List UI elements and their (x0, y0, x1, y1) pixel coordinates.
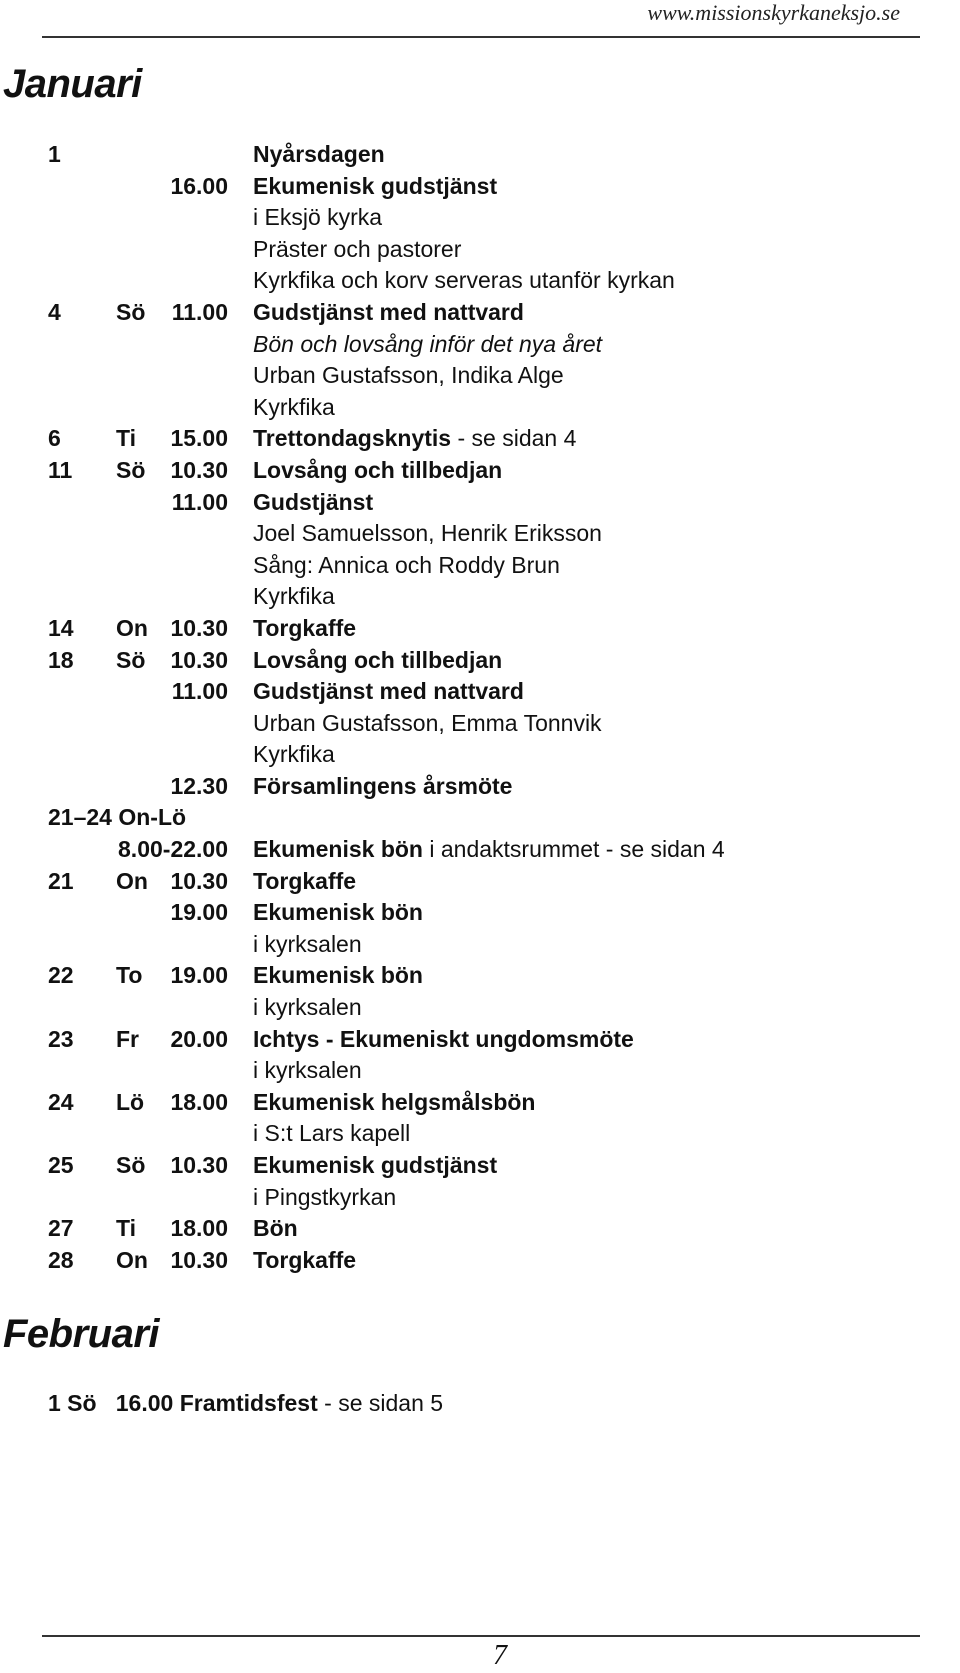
row-weekday: On (116, 614, 148, 641)
schedule-row (48, 960, 908, 992)
row-note: i andaktsrummet - se sidan 4 (422, 836, 725, 863)
row-weekday: Sö (116, 298, 146, 325)
row-detail: i kyrksalen (253, 994, 362, 1021)
row-event (253, 771, 512, 803)
row-title: Ekumenisk gudstjänst (253, 172, 498, 199)
row-event (253, 423, 576, 455)
row-day: 24 (48, 1088, 74, 1115)
row-event (253, 455, 502, 487)
month-heading-february: Februari (3, 1312, 160, 1356)
row-event (253, 487, 373, 519)
row-event (253, 1245, 356, 1277)
month-heading-january: Januari (3, 62, 142, 106)
row-time: 10.30 (170, 1246, 228, 1273)
row-event (253, 960, 423, 992)
row-detail: i kyrksalen (253, 1057, 362, 1084)
row-title: Bön (253, 1215, 298, 1242)
schedule-row (48, 297, 908, 329)
row-event (253, 1213, 298, 1245)
row-title: Ichtys - Ekumeniskt ungdomsmöte (253, 1025, 634, 1052)
feb-date: 1 Sö (48, 1390, 97, 1416)
row-event (253, 1087, 535, 1119)
schedule-row (48, 897, 908, 929)
row-time: 10.30 (170, 614, 228, 641)
row-time: 10.30 (170, 1152, 228, 1178)
row-detail: i kyrksalen (253, 930, 362, 957)
row-time: 18.00 (170, 1088, 228, 1115)
row-day: 27 (48, 1215, 74, 1242)
schedule-row (48, 329, 908, 361)
row-weekday: Sö (116, 1152, 146, 1178)
schedule-row (48, 866, 908, 898)
schedule-row (48, 676, 908, 708)
row-time: 12.30 (170, 772, 228, 799)
row-detail: Kyrkfika (253, 393, 335, 420)
row-day: 22 (48, 962, 74, 989)
row-title: Ekumenisk bön (253, 836, 423, 863)
schedule-row (48, 423, 908, 455)
row-time: 15.00 (170, 425, 228, 452)
feb-note: - se sidan 5 (317, 1390, 444, 1416)
row-title: Trettondagsknytis (253, 425, 452, 452)
row-time: 10.30 (170, 867, 228, 894)
row-weekday: Sö (116, 646, 146, 673)
schedule-row (48, 550, 908, 582)
row-time: 8.00-22.00 (118, 836, 228, 863)
schedule-row (48, 739, 908, 771)
row-weekday: Ti (116, 425, 137, 452)
feb-title: Framtidsfest (179, 1390, 318, 1416)
website-url: www.missionskyrkaneksjo.se (647, 0, 900, 25)
row-detail: Urban Gustafsson, Emma Tonnvik (253, 709, 602, 736)
schedule-row (48, 360, 908, 392)
row-detail: Kyrkfika (253, 583, 335, 610)
row-title: Torgkaffe (253, 867, 357, 894)
row-time: 11.00 (171, 678, 228, 705)
row-weekday: Fr (116, 1025, 139, 1052)
february-entry (48, 1387, 443, 1419)
row-event (253, 834, 725, 866)
schedule-row (48, 1150, 908, 1182)
schedule-row (48, 1245, 908, 1277)
schedule-row (48, 1055, 908, 1087)
row-event (253, 139, 385, 171)
row-title: Ekumenisk helgsmålsbön (253, 1088, 536, 1115)
row-event (253, 866, 356, 898)
row-weekday: To (116, 962, 143, 989)
row-day: 25 (48, 1152, 74, 1178)
schedule-row (48, 1024, 908, 1056)
schedule-row (48, 139, 908, 171)
row-title: Gudstjänst med nattvard (253, 298, 524, 325)
schedule-row (48, 1087, 908, 1119)
row-title: Gudstjänst (253, 488, 374, 515)
row-title: Lovsång och tillbedjan (253, 646, 503, 673)
row-time: 19.00 (170, 962, 228, 989)
row-detail: Kyrkfika (253, 741, 335, 768)
schedule-row (48, 771, 908, 803)
row-detail: i S:t Lars kapell (253, 1120, 411, 1147)
schedule-row (48, 487, 908, 519)
bottom-divider (42, 1635, 920, 1637)
row-title: Församlingens årsmöte (253, 772, 513, 799)
row-event (253, 613, 356, 645)
row-detail: Präster och pastorer (253, 235, 462, 262)
row-title: Nyårsdagen (253, 141, 385, 167)
row-event (253, 1024, 634, 1056)
row-day: 11 (48, 456, 73, 483)
row-weekday: Sö (116, 456, 146, 483)
row-note: - se sidan 4 (451, 425, 577, 452)
row-event (253, 676, 524, 708)
row-detail: i Eksjö kyrka (253, 204, 383, 231)
row-detail: Kyrkfika och korv serveras utanför kyrkan (253, 267, 675, 294)
row-day: 21–24 On-Lö (48, 804, 187, 831)
row-day: 4 (48, 298, 61, 325)
row-day: 6 (48, 425, 61, 452)
schedule-row (48, 455, 908, 487)
row-day: 21 (48, 867, 74, 894)
row-title: Torgkaffe (253, 614, 357, 641)
schedule-row (48, 1182, 908, 1214)
schedule-row (48, 645, 908, 677)
schedule-row (48, 834, 908, 866)
schedule-row (48, 708, 908, 740)
schedule-row (48, 1118, 908, 1150)
feb-time: 16.00 (115, 1390, 174, 1416)
row-event (253, 897, 423, 929)
page-number: 7 (493, 1640, 507, 1671)
row-weekday: Ti (116, 1215, 137, 1242)
row-day: 14 (48, 614, 74, 641)
row-title: Ekumenisk gudstjänst (253, 1152, 498, 1178)
january-schedule (48, 139, 908, 1276)
row-detail: Bön och lovsång inför det nya året (253, 330, 603, 357)
schedule-row (48, 1213, 908, 1245)
row-event (253, 645, 502, 677)
row-weekday: Lö (116, 1088, 145, 1115)
schedule-row (48, 392, 908, 424)
row-day: 1 (48, 141, 61, 167)
row-title: Ekumenisk bön (253, 899, 423, 926)
schedule-row (48, 265, 908, 297)
row-weekday: On (116, 867, 148, 894)
schedule-row (48, 234, 908, 266)
schedule-row (48, 802, 908, 834)
row-event (253, 297, 524, 329)
row-title: Ekumenisk bön (253, 962, 423, 989)
top-divider (42, 36, 920, 38)
row-day: 23 (48, 1025, 74, 1052)
row-time: 11.00 (171, 298, 228, 325)
row-time: 16.00 (170, 172, 228, 199)
row-detail: Urban Gustafsson, Indika Alge (253, 362, 564, 389)
schedule-row (48, 613, 908, 645)
row-day: 28 (48, 1246, 74, 1273)
row-title: Gudstjänst med nattvard (253, 678, 524, 705)
row-title: Lovsång och tillbedjan (253, 456, 503, 483)
row-weekday: On (116, 1246, 148, 1273)
row-title: Torgkaffe (253, 1246, 357, 1273)
schedule-row (48, 171, 908, 203)
schedule-row (48, 202, 908, 234)
schedule-row (48, 581, 908, 613)
row-event (253, 1150, 497, 1182)
row-detail: Sång: Annica och Roddy Brun (253, 551, 560, 578)
schedule-row (48, 518, 908, 550)
row-event (253, 171, 497, 203)
row-day: 18 (48, 646, 74, 673)
row-time: 11.00 (171, 488, 228, 515)
row-time: 20.00 (170, 1025, 228, 1052)
schedule-row (48, 992, 908, 1024)
row-detail: i Pingstkyrkan (253, 1183, 397, 1210)
row-time: 19.00 (170, 899, 228, 926)
row-time: 10.30 (170, 456, 228, 483)
row-time: 18.00 (170, 1215, 228, 1242)
row-detail: Joel Samuelsson, Henrik Eriksson (253, 520, 602, 547)
schedule-row (48, 929, 908, 961)
row-time: 10.30 (170, 646, 228, 673)
